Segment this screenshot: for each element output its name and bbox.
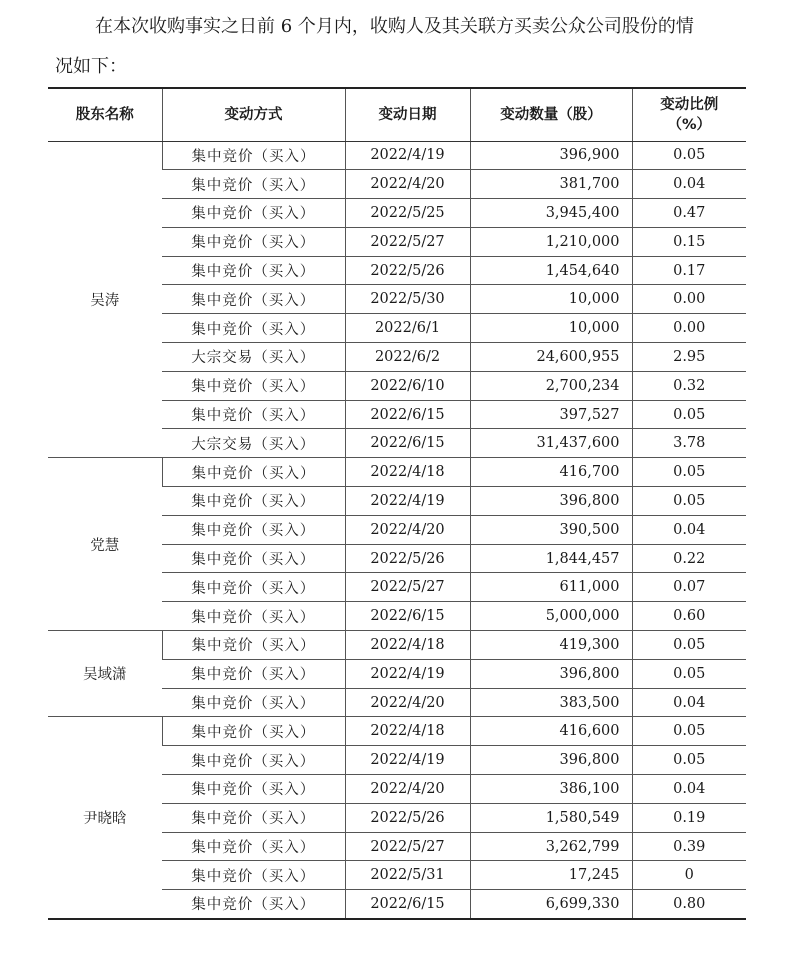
table-row — [48, 458, 746, 487]
change-ratio-cell: 0.05 — [632, 400, 746, 429]
change-method-cell: 集中竞价（买入） — [162, 775, 345, 804]
change-ratio-cell: 0.05 — [632, 659, 746, 688]
change-method-cell: 集中竞价（买入） — [162, 688, 345, 717]
header-holder-name: 股东名称 — [48, 88, 162, 141]
change-method-cell: 集中竞价（买入） — [162, 717, 345, 746]
change-quantity-cell: 383,500 — [470, 688, 632, 717]
change-ratio-cell: 0.00 — [632, 314, 746, 343]
change-method-cell: 集中竞价（买入） — [162, 803, 345, 832]
change-date-cell: 2022/6/2 — [345, 343, 470, 372]
change-quantity-cell: 419,300 — [470, 631, 632, 660]
change-date-cell: 2022/6/10 — [345, 371, 470, 400]
change-ratio-cell: 0.15 — [632, 227, 746, 256]
change-quantity-cell: 2,700,234 — [470, 371, 632, 400]
change-date-cell: 2022/6/15 — [345, 400, 470, 429]
change-quantity-cell: 396,800 — [470, 487, 632, 516]
change-date-cell: 2022/4/18 — [345, 458, 470, 487]
change-method-cell: 集中竞价（买入） — [162, 314, 345, 343]
change-method-cell: 集中竞价（买入） — [162, 487, 345, 516]
table-row — [48, 631, 746, 660]
change-quantity-cell: 17,245 — [470, 861, 632, 890]
change-method-cell: 大宗交易（买入） — [162, 429, 345, 458]
change-date-cell: 2022/5/26 — [345, 803, 470, 832]
change-ratio-cell: 0.22 — [632, 544, 746, 573]
change-method-cell: 集中竞价（买入） — [162, 861, 345, 890]
change-quantity-cell: 416,600 — [470, 717, 632, 746]
table-header — [48, 88, 746, 141]
change-ratio-cell: 0.05 — [632, 487, 746, 516]
change-date-cell: 2022/5/25 — [345, 199, 470, 228]
change-method-cell: 集中竞价（买入） — [162, 170, 345, 199]
shareholding-change-table — [48, 87, 746, 920]
change-quantity-cell: 611,000 — [470, 573, 632, 602]
change-method-cell: 集中竞价（买入） — [162, 573, 345, 602]
change-method-cell: 集中竞价（买入） — [162, 256, 345, 285]
change-date-cell: 2022/5/26 — [345, 256, 470, 285]
change-ratio-cell: 0.47 — [632, 199, 746, 228]
header-change-ratio — [632, 88, 746, 141]
change-date-cell: 2022/4/18 — [345, 631, 470, 660]
change-method-cell: 集中竞价（买入） — [162, 199, 345, 228]
header-change-method: 变动方式 — [162, 88, 345, 141]
change-quantity-cell: 10,000 — [470, 285, 632, 314]
change-date-cell: 2022/4/19 — [345, 141, 470, 170]
change-date-cell: 2022/4/20 — [345, 515, 470, 544]
change-method-cell: 集中竞价（买入） — [162, 458, 345, 487]
change-ratio-cell: 0.39 — [632, 832, 746, 861]
change-method-cell: 集中竞价（买入） — [162, 890, 345, 919]
change-ratio-cell: 0.05 — [632, 631, 746, 660]
change-date-cell: 2022/5/27 — [345, 227, 470, 256]
change-date-cell: 2022/5/27 — [345, 832, 470, 861]
change-ratio-cell: 0.00 — [632, 285, 746, 314]
change-quantity-cell: 396,800 — [470, 659, 632, 688]
change-quantity-cell: 5,000,000 — [470, 602, 632, 631]
change-quantity-cell: 1,210,000 — [470, 227, 632, 256]
change-method-cell: 集中竞价（买入） — [162, 746, 345, 775]
change-ratio-cell: 0.07 — [632, 573, 746, 602]
change-ratio-cell: 0.04 — [632, 170, 746, 199]
change-quantity-cell: 381,700 — [470, 170, 632, 199]
intro-line-2: 况如下： — [55, 56, 127, 77]
change-date-cell: 2022/4/20 — [345, 775, 470, 804]
change-date-cell: 2022/5/26 — [345, 544, 470, 573]
change-date-cell: 2022/5/27 — [345, 573, 470, 602]
change-ratio-cell: 0.80 — [632, 890, 746, 919]
change-quantity-cell: 1,454,640 — [470, 256, 632, 285]
change-date-cell: 2022/6/1 — [345, 314, 470, 343]
change-ratio-cell: 0.05 — [632, 746, 746, 775]
change-date-cell: 2022/4/19 — [345, 487, 470, 516]
change-date-cell: 2022/4/20 — [345, 170, 470, 199]
change-method-cell: 集中竞价（买入） — [162, 544, 345, 573]
change-ratio-cell: 0.04 — [632, 775, 746, 804]
change-ratio-cell: 0.05 — [632, 717, 746, 746]
change-date-cell: 2022/4/19 — [345, 659, 470, 688]
holder-name-cell: 吴涛 — [48, 141, 162, 458]
change-date-cell: 2022/6/15 — [345, 429, 470, 458]
change-quantity-cell: 10,000 — [470, 314, 632, 343]
change-method-cell: 集中竞价（买入） — [162, 602, 345, 631]
holder-name-cell: 吴域潇 — [48, 631, 162, 717]
holder-name-cell: 党慧 — [48, 458, 162, 631]
change-method-cell: 集中竞价（买入） — [162, 227, 345, 256]
change-method-cell: 集中竞价（买入） — [162, 141, 345, 170]
change-ratio-cell: 2.95 — [632, 343, 746, 372]
change-quantity-cell: 3,262,799 — [470, 832, 632, 861]
change-quantity-cell: 396,900 — [470, 141, 632, 170]
change-quantity-cell: 386,100 — [470, 775, 632, 804]
change-date-cell: 2022/5/30 — [345, 285, 470, 314]
change-method-cell: 集中竞价（买入） — [162, 832, 345, 861]
change-quantity-cell: 24,600,955 — [470, 343, 632, 372]
change-quantity-cell: 390,500 — [470, 515, 632, 544]
change-method-cell: 集中竞价（买入） — [162, 285, 345, 314]
change-ratio-cell: 0.04 — [632, 688, 746, 717]
change-ratio-cell: 0.17 — [632, 256, 746, 285]
change-date-cell: 2022/6/15 — [345, 602, 470, 631]
change-quantity-cell: 31,437,600 — [470, 429, 632, 458]
header-ratio-line-2: （%） — [667, 116, 712, 133]
header-ratio-line-1: 变动比例 — [660, 96, 719, 113]
change-method-cell: 集中竞价（买入） — [162, 631, 345, 660]
header-change-date: 变动日期 — [345, 88, 470, 141]
change-ratio-cell: 0.05 — [632, 458, 746, 487]
change-date-cell: 2022/4/19 — [345, 746, 470, 775]
change-ratio-cell: 0 — [632, 861, 746, 890]
intro-line-1: 在本次收购事实之日前 6 个月内，收购人及其关联方买卖公众公司股份的情 — [95, 16, 694, 37]
change-date-cell: 2022/5/31 — [345, 861, 470, 890]
change-quantity-cell: 397,527 — [470, 400, 632, 429]
change-ratio-cell: 0.04 — [632, 515, 746, 544]
holder-name-cell: 尹晓晗 — [48, 717, 162, 919]
change-date-cell: 2022/6/15 — [345, 890, 470, 919]
change-ratio-cell: 0.32 — [632, 371, 746, 400]
change-quantity-cell: 416,700 — [470, 458, 632, 487]
change-quantity-cell: 1,580,549 — [470, 803, 632, 832]
header-change-quantity: 变动数量（股） — [470, 88, 632, 141]
change-ratio-cell: 0.19 — [632, 803, 746, 832]
change-quantity-cell: 3,945,400 — [470, 199, 632, 228]
table-row — [48, 141, 746, 170]
change-method-cell: 大宗交易（买入） — [162, 343, 345, 372]
change-date-cell: 2022/4/18 — [345, 717, 470, 746]
change-method-cell: 集中竞价（买入） — [162, 371, 345, 400]
table-row — [48, 717, 746, 746]
change-ratio-cell: 0.60 — [632, 602, 746, 631]
header-row — [48, 88, 746, 141]
change-quantity-cell: 6,699,330 — [470, 890, 632, 919]
change-method-cell: 集中竞价（买入） — [162, 659, 345, 688]
change-method-cell: 集中竞价（买入） — [162, 515, 345, 544]
change-ratio-cell: 3.78 — [632, 429, 746, 458]
change-date-cell: 2022/4/20 — [345, 688, 470, 717]
table-body — [48, 141, 746, 919]
change-quantity-cell: 396,800 — [470, 746, 632, 775]
change-quantity-cell: 1,844,457 — [470, 544, 632, 573]
change-ratio-cell: 0.05 — [632, 141, 746, 170]
change-method-cell: 集中竞价（买入） — [162, 400, 345, 429]
